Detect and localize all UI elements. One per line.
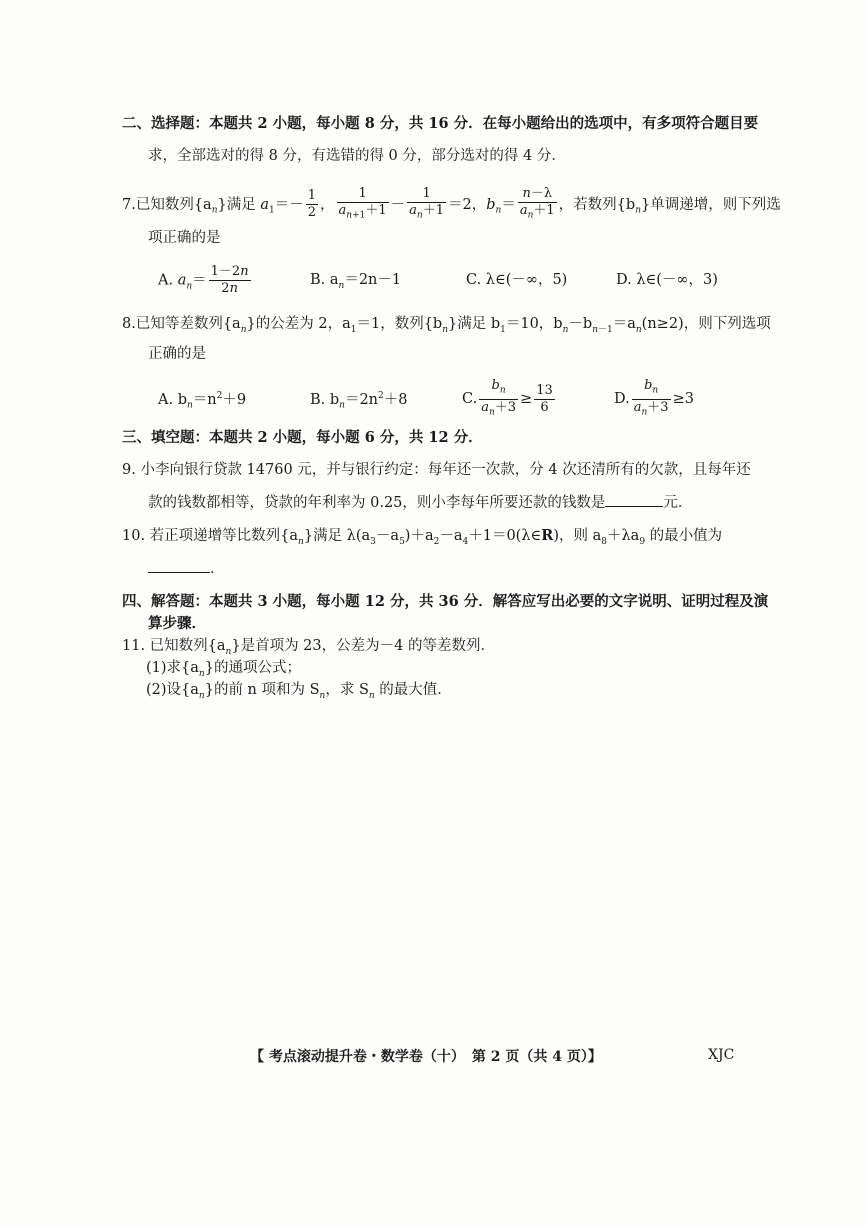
q7-option-b: B. $a_n=2n-1$ xyxy=(310,272,402,291)
question-11-part2: (2)设$\{a_n\}$的前 n 项和为 $S_n$，求 $S_n$ 的最大值． xyxy=(146,682,452,701)
q7-option-c: C. λ∈(－∞，5) xyxy=(466,272,568,288)
question-11-part1: (1)求$\{a_n\}$的通项公式； xyxy=(146,660,301,679)
question-7-line2: 项正确的是 xyxy=(148,230,221,246)
paper-code: XJC xyxy=(708,1047,735,1063)
q8-option-b: B. $b_n=2n^2+8$ xyxy=(310,391,408,411)
answer-blank-q10[interactable] xyxy=(148,558,210,573)
fraction-opt-a: $\frac{1-2n}{2n}$ xyxy=(210,264,249,296)
q7-option-d: D. λ∈(－∞，3) xyxy=(616,272,718,288)
section-4-line2: 算步骤． xyxy=(148,615,206,632)
question-8-line2: 正确的是 xyxy=(148,346,206,362)
fraction-half: $\frac{1}{2}$ xyxy=(307,188,317,221)
answer-blank-q9[interactable] xyxy=(605,492,663,507)
question-7-stem: 7.已知数列$\{a_n\}$满足 $a_1=-$ $\frac{1}{2}$ ， $\frac{1}{a_{n+1}+1}$ － $\frac{1}{a_n+1}$ ＝2，$b_n=$ $\frac{n-\lambda}{a_n+1}$ ，若数列$\{b_n\}$单调递增，则下列选 xyxy=(122,186,781,224)
question-9-line2: 款的钱数都相等，贷款的年利率为 0.25，则小李每年所要还款的钱数是 元． xyxy=(148,492,692,513)
question-8-stem: 8.已知等差数列$\{a_n\}$的公差为 2，$a_1=1$，数列$\{b_n\}$满足 $b_1=10$，$b_n-b_{n-1}=a_n(n\ge 2)$，则下列选项 xyxy=(122,316,771,335)
question-11-line1: 11. 已知数列$\{a_n\}$是首项为 23，公差为－4 的等差数列． xyxy=(122,638,495,657)
question-10-line2: ． xyxy=(148,558,225,579)
section-2-line2: 求，全部选对的得 8 分，有选错的得 0 分，部分选对的得 4 分． xyxy=(148,148,566,164)
q8-option-d: D. $\frac{b_n}{a_n+3}$ ≥3 xyxy=(614,378,694,420)
question-10-line1: 10. 若正项递增等比数列$\{a_n\}$满足 $\lambda(a_3-a_5)+a_2-a_4+1=0(\lambda\in R)$，则 $a_8+\lambda a_9$ 的最小值为 xyxy=(122,527,723,547)
q8-option-c: C. $\frac{b_n}{a_n+3}$ ≥ $\frac{13}{6}$ xyxy=(462,378,557,420)
section-2-heading xyxy=(122,114,758,134)
question-9-line1: 9. 小李向银行贷款 14760 元，并与银行约定：每年还一次款，分 4 次还清所有的欠款，且每年还 xyxy=(122,462,751,478)
fraction-bn: $\frac{n-\lambda}{a_n+1}$ xyxy=(519,186,555,221)
fraction-recip-an1: $\frac{1}{a_{n+1}+1}$ xyxy=(338,186,387,221)
section-3-heading: 三、填空题：本题共 2 小题，每小题 6 分，共 12 分． xyxy=(122,429,483,446)
fraction-opt-c-rhs: $\frac{13}{6}$ xyxy=(536,382,553,415)
section-4-line1: 四、解答题：本题共 3 小题，每小题 12 分，共 36 分．解答应写出必要的文字说明、证明过程及演 xyxy=(122,593,769,610)
fraction-opt-c-lhs: $\frac{b_n}{a_n+3}$ xyxy=(481,378,517,418)
section-2-line1: 二、选择题：本题共 2 小题，每小题 8 分，共 16 分．在每小题给出的选项中，有多项符合题目要 xyxy=(122,115,759,132)
fraction-opt-d-lhs: $\frac{b_n}{a_n+3}$ xyxy=(633,378,669,418)
page-footer: 【 考点滚动提升卷・数学卷（十） 第 2 页（共 4 页）】 xyxy=(250,1049,602,1065)
fraction-recip-an: $\frac{1}{a_n+1}$ xyxy=(409,186,444,221)
q7-option-a: A. $a_n=$ $\frac{1-2n}{2n}$ xyxy=(158,264,249,296)
q8-option-a: A. $b_n=n^2+9$ xyxy=(158,391,247,411)
